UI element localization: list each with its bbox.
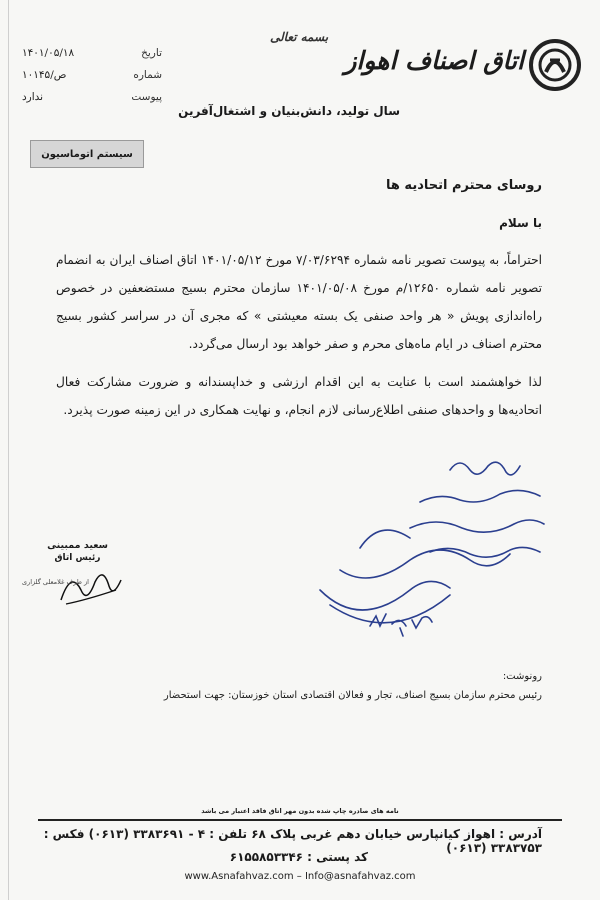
cc-label: رونوشت:: [502, 671, 542, 682]
footer-address: آدرس : اهواز کیانپارس خیابان دهم غربی پلاک ۶۸ تلفن : ۴ - ۳۳۸۳۶۹۱ (۰۶۱۳) فکس : ۳۳۸۳۷۵۳ (۰۶۱۳): [43, 827, 542, 855]
cc-item: رئیس محترم سازمان بسیج اصناف، تجار و فعالان اقتصادی استان خوزستان: جهت استحضار: [163, 690, 542, 701]
year-motto: سال تولید، دانش‌بنیان و اشتغال‌آفرین: [178, 104, 400, 118]
meta-attachment-row: [22, 86, 162, 108]
system-badge: سیستم اتوماسیون: [30, 140, 144, 168]
signatory-title: رئیس اتاق: [54, 553, 101, 563]
letter-meta: [22, 42, 162, 108]
basmala: بسمه تعالی: [270, 30, 329, 44]
signature-on-behalf: از طرف غلامعلی گلزاری: [22, 578, 89, 586]
org-name: اتاق اصناف اهواز: [344, 46, 524, 75]
date-value: ۱۴۰۱/۰۵/۱۸: [22, 47, 75, 59]
binding-line: [8, 0, 9, 900]
attachment-value: ندارد: [22, 91, 44, 103]
body-paragraph-2: لذا خواهشمند است با عنایت به این اقدام ارزشی و خداپسندانه و ضرورت مشارکت فعال اتحادیه‌ها و واحدهای صنفی اطلاع‌رسانی لازم انجام، و نهایت همکاری در این زمینه صورت پذیرد.: [56, 375, 542, 417]
handwritten-note-icon: [300, 430, 560, 660]
footer-website-email: www.Asnafahvaz.com – Info@asnafahvaz.com: [184, 871, 416, 882]
body-paragraph-1: احتراماً، به پیوست تصویر نامه شماره ۷/۰۳/۶۲۹۴ مورخ ۱۴۰۱/۰۵/۱۲ اتاق اصناف ایران به انضمام تصویر نامه شماره ۱۲۶۵۰/م مورخ ۱۴۰۱/۰۵/۰۸ سازمان محترم بسیج مستضعفین در خصوص راه‌اندازی پویش « هر واحد صنفی یک بسته معیشتی » که مجری آن در سراسر کشور بسیج محترم اصناف در ایام ماه‌های محرم و صفر خواهد بود ارسال می‌گردد.: [56, 253, 543, 351]
recipient: روسای محترم اتحادیه ها: [386, 178, 542, 193]
footer-postal-code: کد پستی : ۶۱۵۵۸۵۳۳۴۶: [229, 850, 368, 864]
greeting: با سلام: [499, 216, 542, 230]
footer-disclaimer: نامه های صادره چاپ شده بدون مهر اتاق فاقد اعتبار می باشد: [201, 807, 399, 815]
meta-number-row: [22, 64, 162, 86]
attachment-label: پیوست: [131, 91, 162, 103]
number-value: ۱۰۱۴۵/ص: [22, 69, 67, 81]
org-logo-icon: [528, 38, 582, 92]
signatory-name: سعید ممبینی: [47, 540, 108, 551]
date-label: تاریخ: [141, 47, 162, 59]
footer-divider: [38, 819, 562, 821]
number-label: شماره: [133, 69, 162, 81]
meta-date-row: [22, 42, 162, 64]
